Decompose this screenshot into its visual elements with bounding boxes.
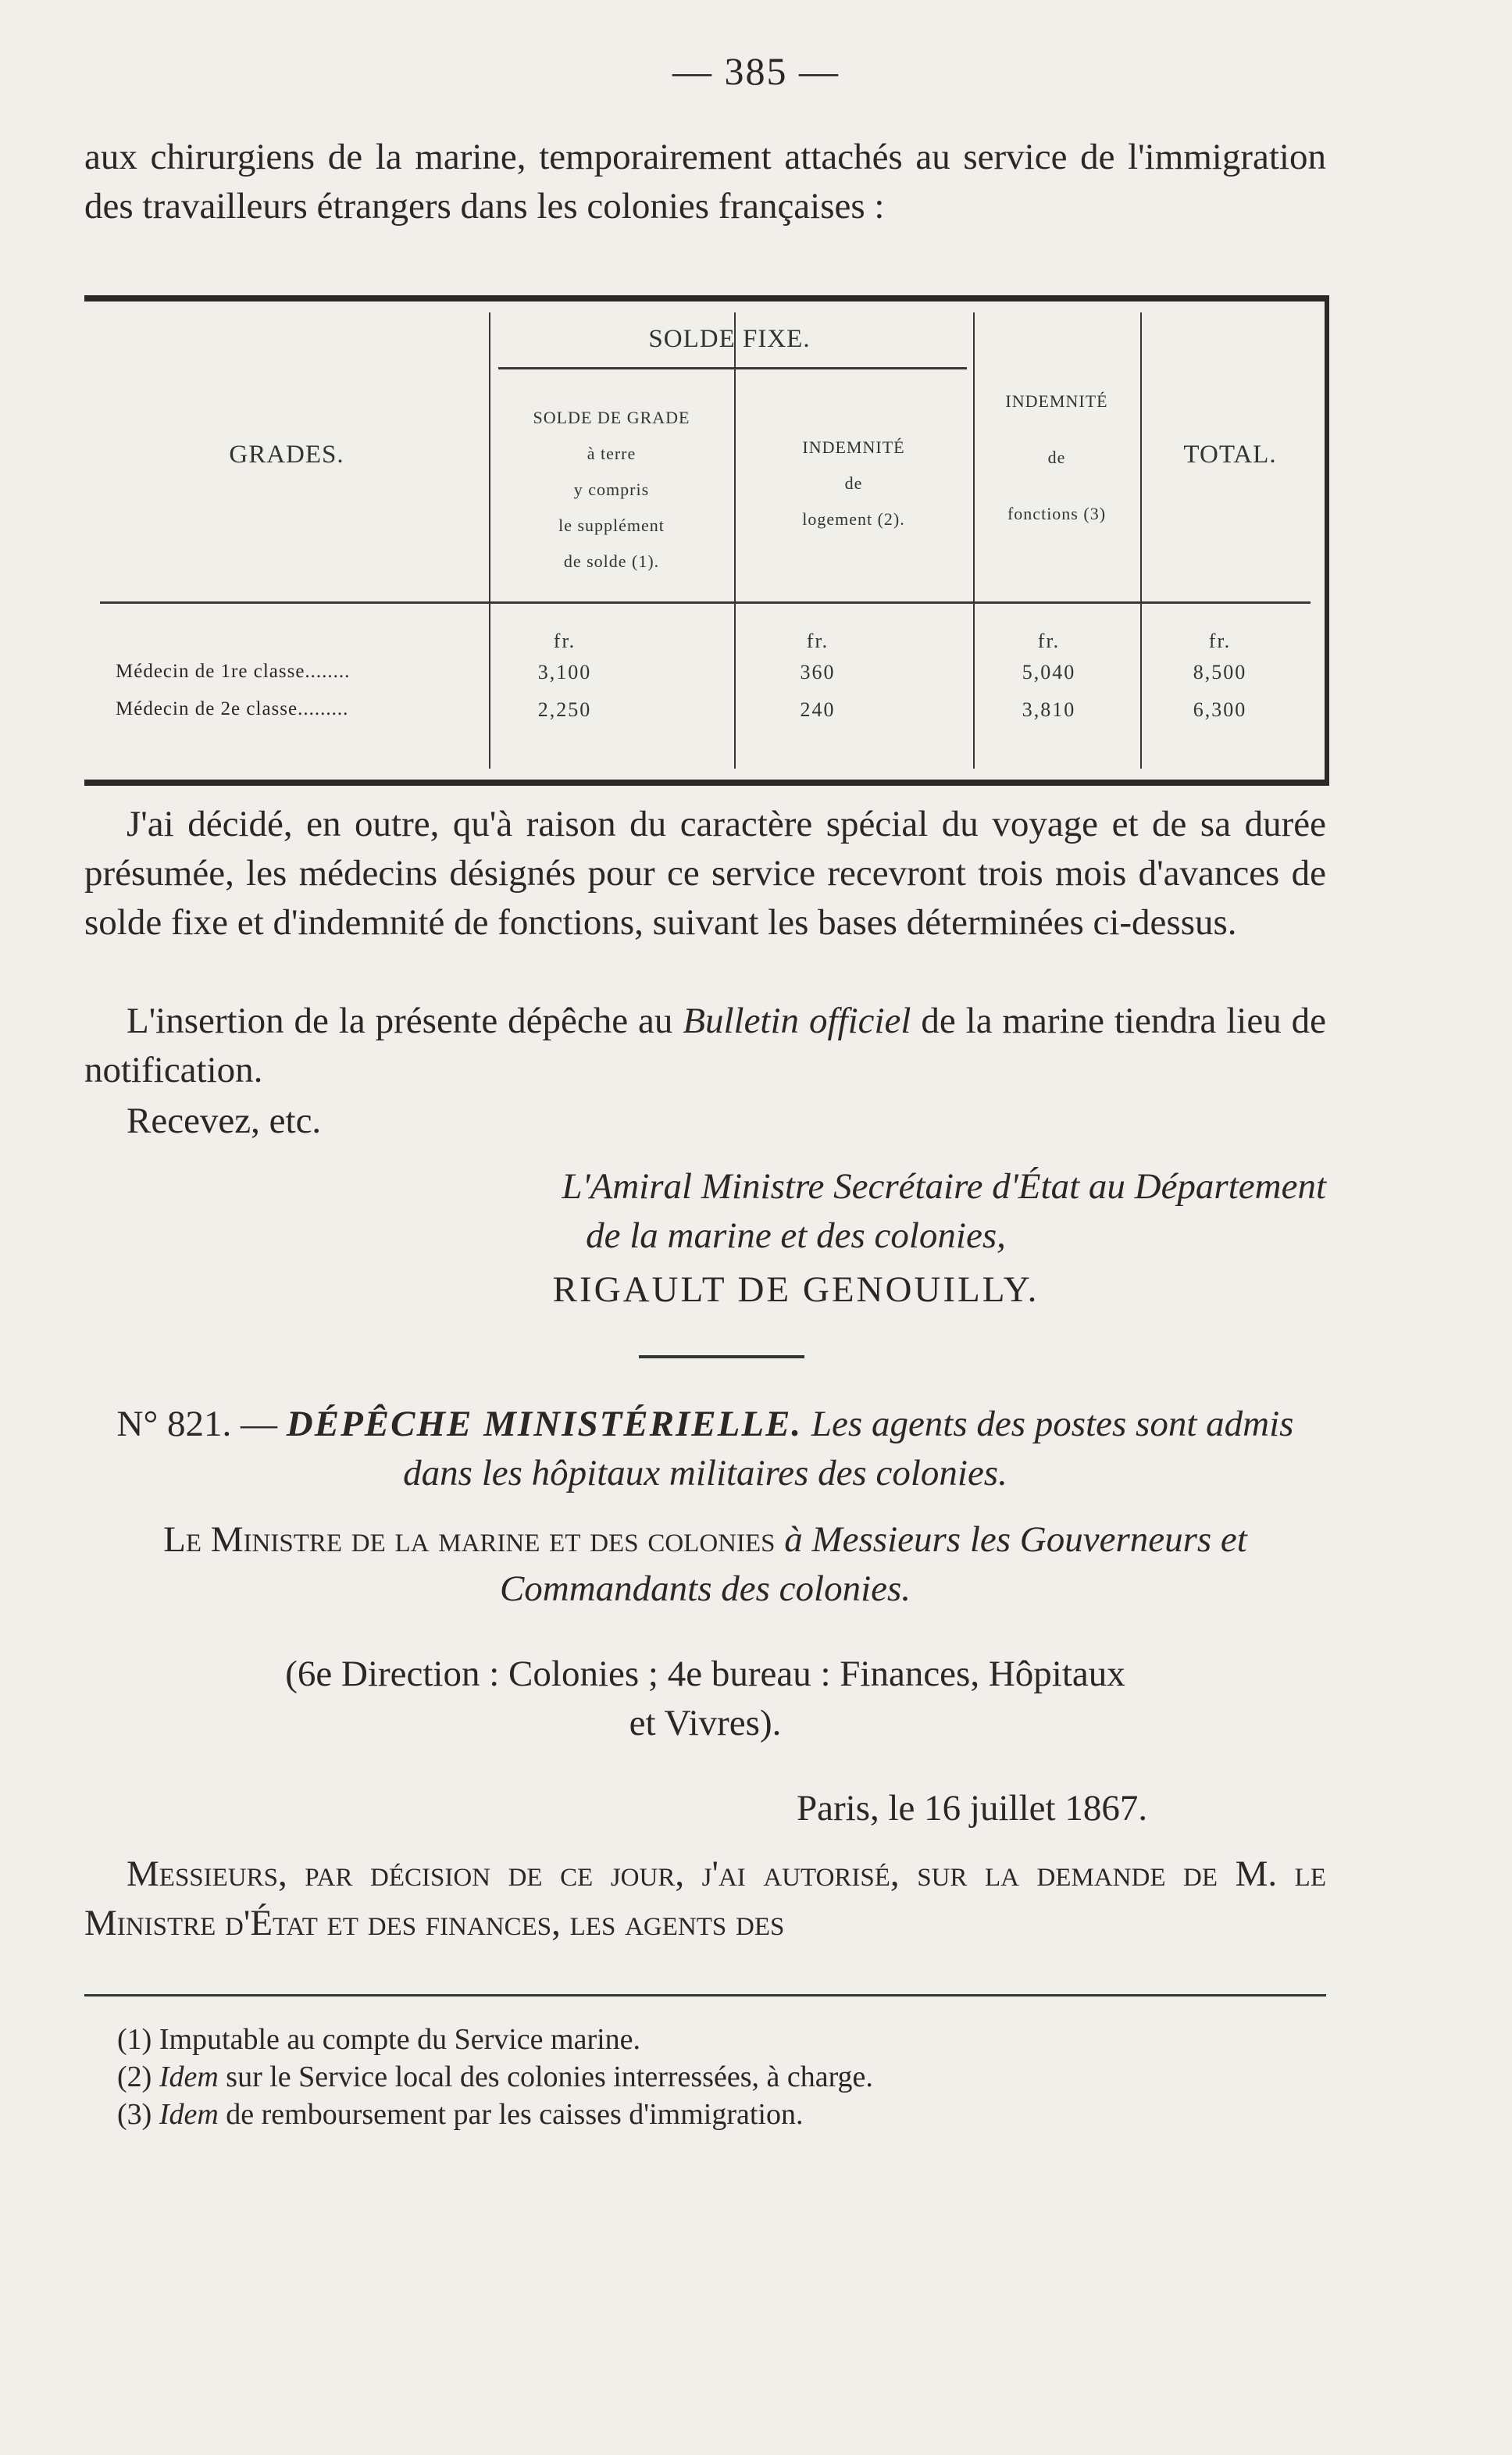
- header-line: SOLDE DE GRADE: [533, 408, 690, 427]
- footnote-1: [117, 2021, 640, 2057]
- date-line: Paris, le 16 juillet 1867.: [797, 1788, 1148, 1829]
- intro-paragraph: aux chirurgiens de la marine, temporairement attachés au service de l'immigration des travailleurs étrangers dans les colonies françaises :: [84, 137, 1326, 227]
- address-line: [84, 1515, 1326, 1614]
- closing: Recevez, etc.: [127, 1101, 322, 1141]
- header-solde-fixe: SOLDE FIXE.: [648, 325, 811, 353]
- signature-name: RIGAULT DE GENOUILLY.: [552, 1269, 1040, 1310]
- footnote-2: [117, 2059, 873, 2095]
- salary-table: [84, 295, 1329, 786]
- unit-label: fr.: [1208, 630, 1232, 652]
- row-label: Médecin de 1re classe........: [116, 661, 351, 682]
- text-run: de la marine tiendra lieu de notification.: [84, 1001, 1326, 1090]
- footnote-divider: [84, 1994, 1326, 1996]
- section-divider: [639, 1355, 804, 1358]
- text-run: Messieurs, par décision de ce jour, j'ai autorisé, sur la demande de M. le Ministre d'État et des finances, les agents des: [84, 1854, 1326, 1943]
- dispatch-subject: Les agents des postes sont admis dans les hôpitaux militaires des colonies.: [403, 1404, 1294, 1493]
- table-cell: 5,040: [1022, 661, 1076, 683]
- footnote-mark: (1): [117, 2023, 152, 2056]
- table-cell: 8,500: [1193, 661, 1247, 683]
- signature-title: [266, 1162, 1326, 1261]
- footnote-3: [117, 2096, 803, 2132]
- dispatch-heading: [84, 1400, 1326, 1498]
- table-cell: 360: [800, 661, 836, 683]
- header-underline: [498, 367, 967, 369]
- text-run: L'insertion de la présente dépêche au: [127, 1001, 683, 1041]
- page-number: — 385 —: [672, 49, 840, 93]
- direction-line: (6e Direction : Colonies ; 4e bureau : Finances, Hôpitaux: [285, 1654, 1125, 1694]
- signature-line: L'Amiral Ministre Secrétaire d'État au Département: [562, 1166, 1326, 1207]
- header-indemnite-logement: [736, 430, 972, 537]
- row-label: Médecin de 2e classe.........: [116, 698, 349, 719]
- table-cell: 3,100: [537, 661, 592, 683]
- footnote-italic: Idem: [152, 2061, 219, 2093]
- address-recipient: à Messieurs les Gouverneurs et Commandants des colonies.: [499, 1519, 1247, 1609]
- header-line: de: [1047, 448, 1066, 467]
- paragraph-insertion: [84, 997, 1326, 1095]
- footnote-text: sur le Service local des colonies interressées, à charge.: [218, 2061, 873, 2093]
- table-cell: 6,300: [1193, 698, 1247, 721]
- header-line: de: [844, 473, 863, 493]
- footnote-text: de remboursement par les caisses d'immigration.: [218, 2098, 804, 2131]
- footnote-mark: (3): [117, 2098, 152, 2131]
- unit-label: fr.: [553, 630, 576, 652]
- header-solde-de-grade: [490, 400, 733, 580]
- unit-label: fr.: [806, 630, 829, 652]
- address-sender: Le Ministre de la marine et des colonies: [163, 1519, 785, 1560]
- table-cell: 240: [800, 698, 836, 721]
- header-line: logement (2).: [802, 509, 905, 529]
- direction-line: et Vivres).: [629, 1703, 782, 1743]
- header-line: INDEMNITÉ: [802, 437, 905, 457]
- header-line: le supplément: [558, 516, 665, 535]
- footnote-italic: Idem: [152, 2098, 219, 2131]
- header-line: de solde (1).: [563, 551, 660, 571]
- letter-body: [84, 1850, 1326, 1948]
- dispatch-type: DÉPÊCHE MINISTÉRIELLE.: [286, 1404, 803, 1444]
- unit-label: fr.: [1037, 630, 1061, 652]
- header-indemnite-fonctions: [975, 373, 1139, 542]
- header-bottom-rule: [100, 601, 1311, 604]
- footnote-mark: (2): [117, 2061, 152, 2093]
- header-total: TOTAL.: [1183, 441, 1277, 469]
- direction-note: [84, 1650, 1326, 1748]
- dispatch-number: N° 821. —: [116, 1404, 287, 1444]
- paragraph-decision: J'ai décidé, en outre, qu'à raison du caractère spécial du voyage et de sa durée présumée, les médecins désignés pour ce service recevront trois mois d'avances de solde fixe et d'indemnité de fonctions, suivant les bases déterminées ci-dessus.: [84, 804, 1326, 943]
- table-cell: 2,250: [537, 698, 592, 721]
- bulletin-title: Bulletin officiel: [683, 1001, 911, 1041]
- header-line: fonctions (3): [1007, 504, 1107, 523]
- header-line: INDEMNITÉ: [1005, 391, 1108, 411]
- signature-line: de la marine et des colonies,: [586, 1215, 1006, 1256]
- header-line: y compris: [573, 480, 650, 499]
- header-grades: GRADES.: [229, 441, 344, 469]
- table-cell: 3,810: [1022, 698, 1076, 721]
- header-line: à terre: [587, 444, 637, 463]
- footnote-text: Imputable au compte du Service marine.: [152, 2023, 641, 2056]
